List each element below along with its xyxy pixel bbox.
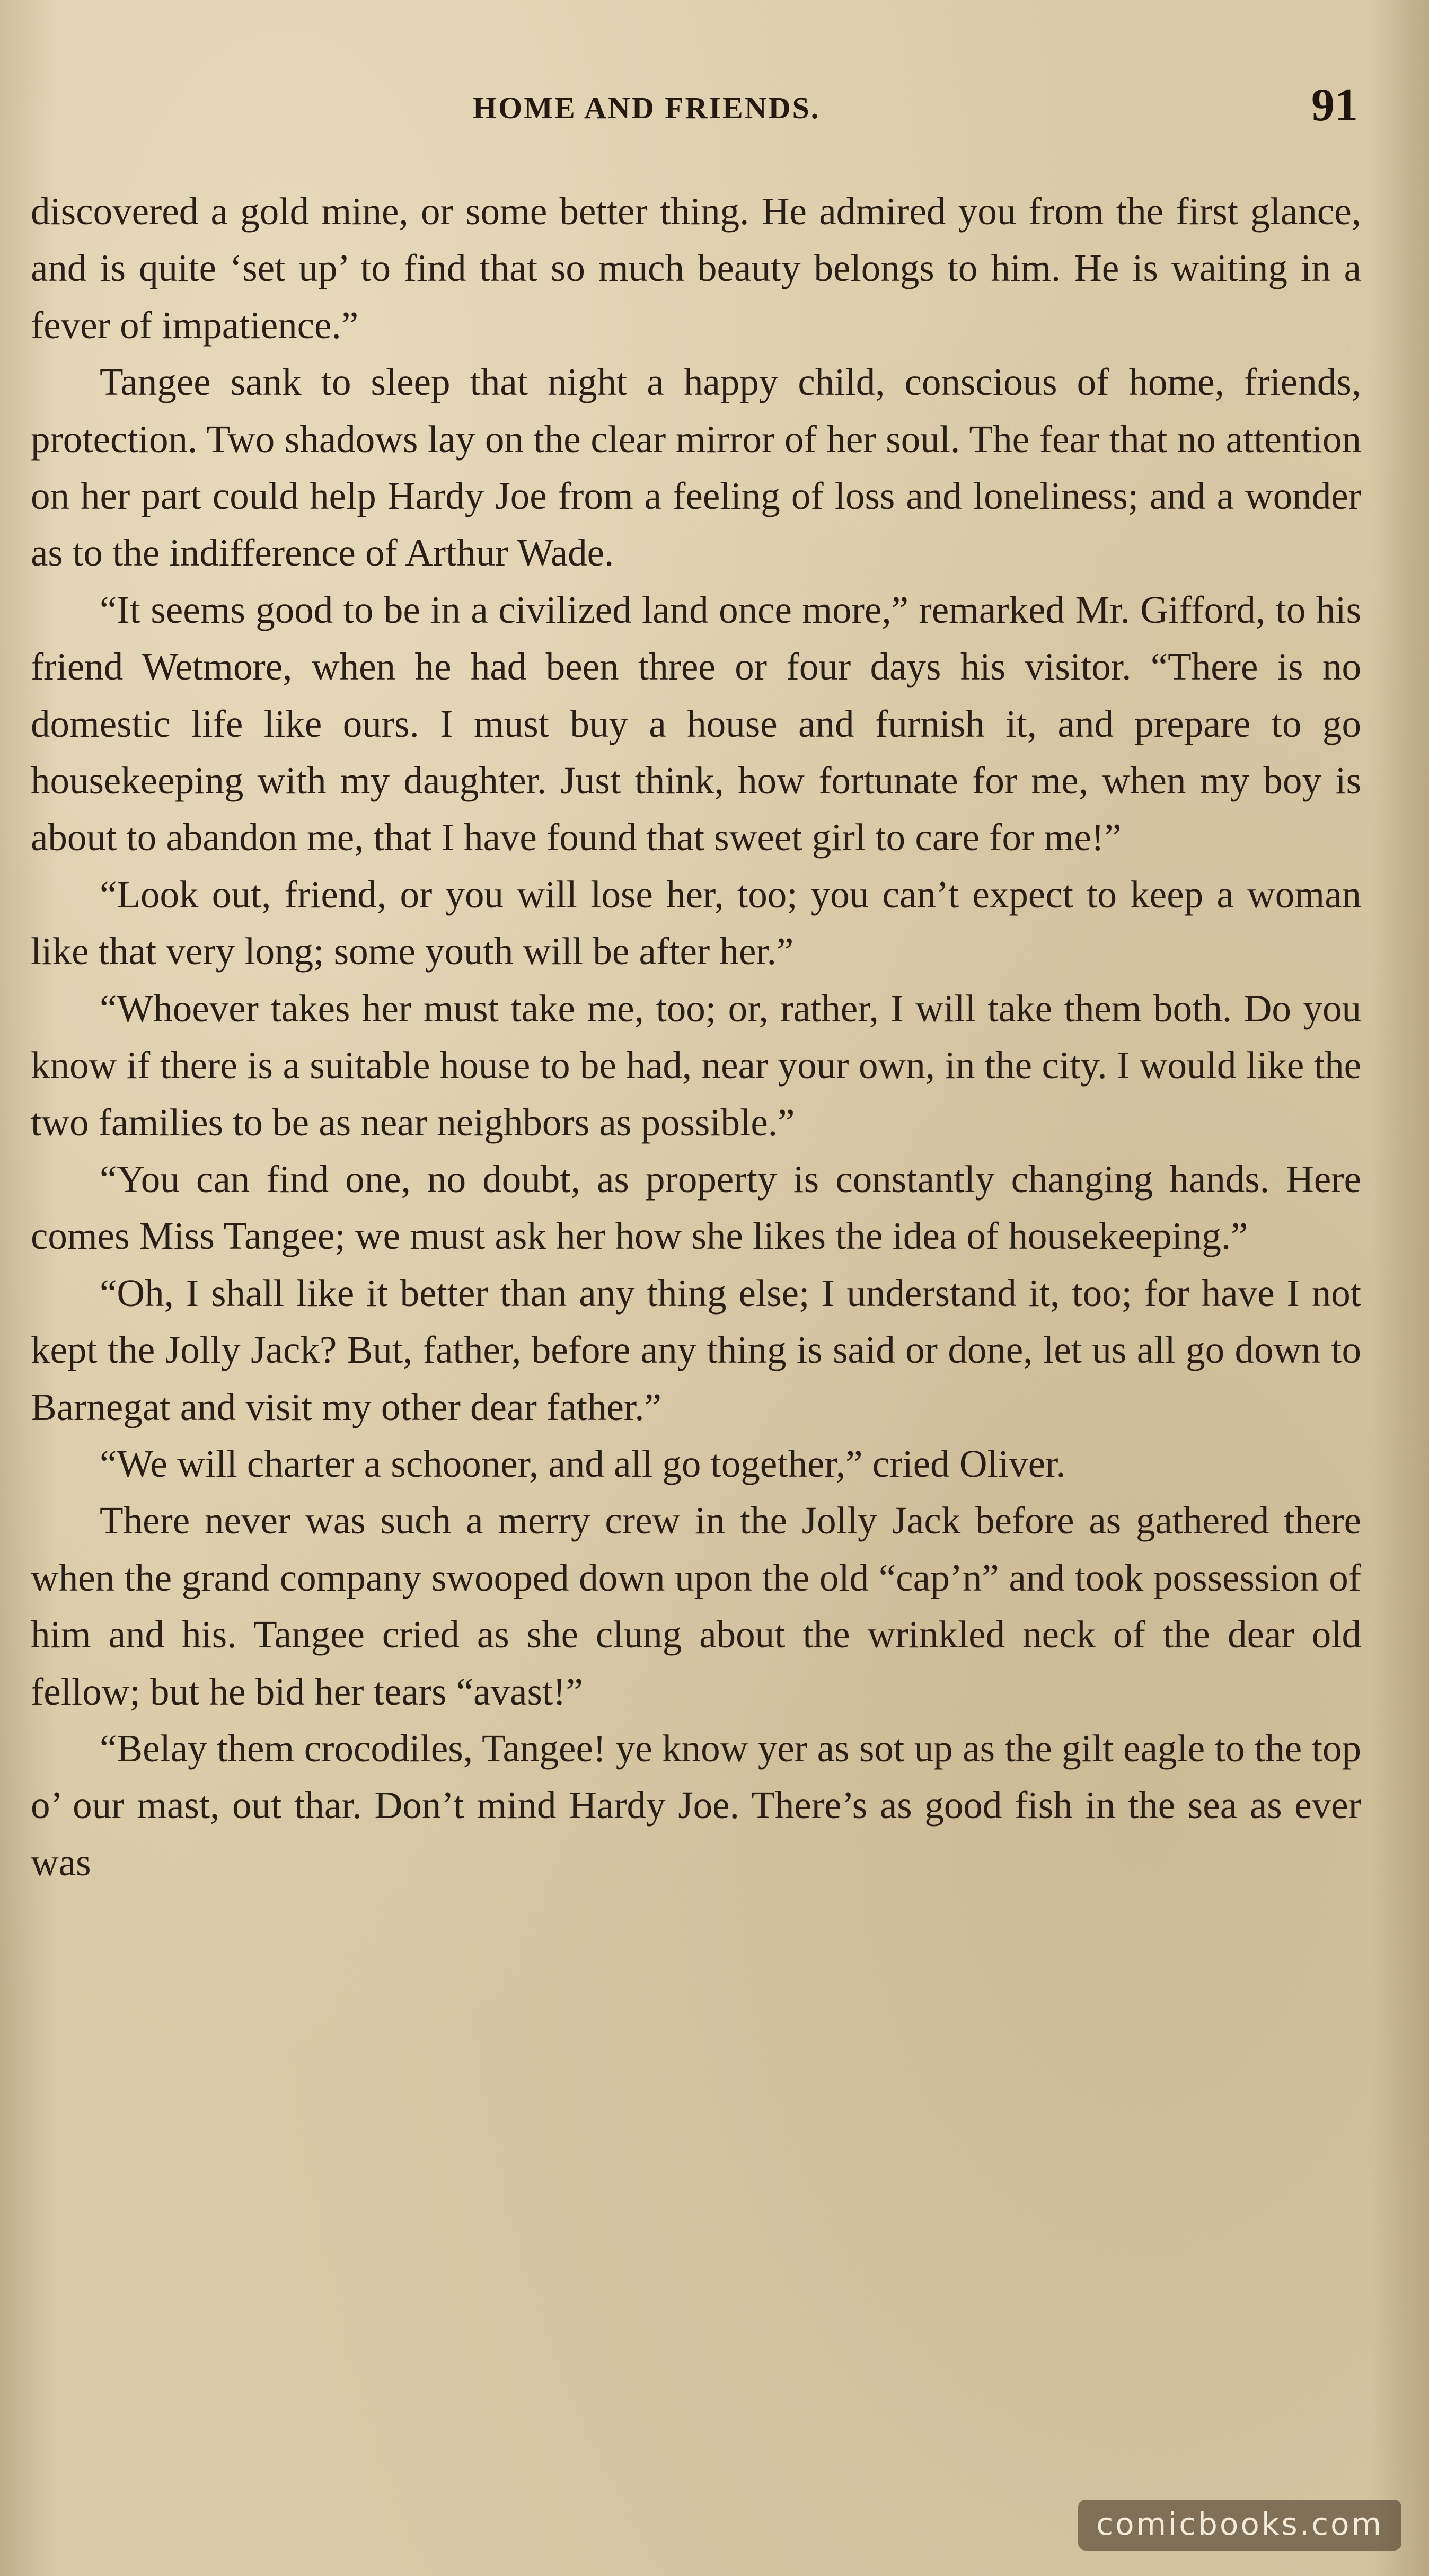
paragraph: There never was such a merry crew in the Jolly Jack before as gathered there when the grand company swooped down upon the old “cap’n” and took possession of him and his. Tangee cried as she clung about the wrinkled neck of the dear old fellow; but he bid her tears “avast!”: [31, 1499, 1361, 1713]
paragraph: “Oh, I shall like it better than any thing else; I understand it, too; for have I not kept the Jolly Jack? But, father, before any thing is said or done, let us all go down to Barnegat and visit my other dear father.”: [31, 1271, 1361, 1428]
paragraph: discovered a gold mine, or some better thing. He admired you from the first glance, and is quite ‘set up’ to find that so much beauty belongs to him. He is waiting in a fever of impatience.”: [31, 190, 1361, 347]
watermark: comicbooks.com: [1078, 2500, 1401, 2551]
body-text: [31, 183, 1361, 1891]
page-number: 91: [1311, 80, 1358, 131]
paragraph: Tangee sank to sleep that night a happy child, conscious of home, friends, protection. Two shadows lay on the clear mirror of her soul. The fear that no attention on her part could help Hardy Joe from a feeling of loss and loneliness; and a wonder as to the indifference of Arthur Wade.: [31, 360, 1361, 575]
paragraph: “Belay them crocodiles, Tangee! ye know yer as sot up as the gilt eagle to the top o’ our mast, out thar. Don’t mind Hardy Joe. There’s as good fish in the sea as ever was: [31, 1726, 1361, 1884]
paragraph: “Whoever takes her must take me, too; or, rather, I will take them both. Do you know if there is a suitable house to be had, near your own, in the city. I would like the two families to be as near neighbors as possible.”: [31, 986, 1361, 1144]
paragraph: “It seems good to be in a civilized land once more,” remarked Mr. Gifford, to his friend Wetmore, when he had been three or four days his visitor. “There is no domestic life like ours. I must buy a house and furnish it, and prepare to go housekeeping with my daughter. Just think, how fortunate for me, when my boy is about to abandon me, that I have found that sweet girl to care for me!”: [31, 588, 1361, 859]
paragraph: “Look out, friend, or you will lose her, too; you can’t expect to keep a woman like that very long; some youth will be after her.”: [31, 872, 1361, 973]
running-head: [33, 80, 1358, 138]
running-title: HOME AND FRIENDS.: [473, 91, 821, 125]
paragraph: “You can find one, no doubt, as property is constantly changing hands. Here comes Miss Tangee; we must ask her how she likes the idea of housekeeping.”: [31, 1157, 1361, 1258]
paragraph: “We will charter a schooner, and all go together,” cried Oliver.: [100, 1442, 1066, 1485]
